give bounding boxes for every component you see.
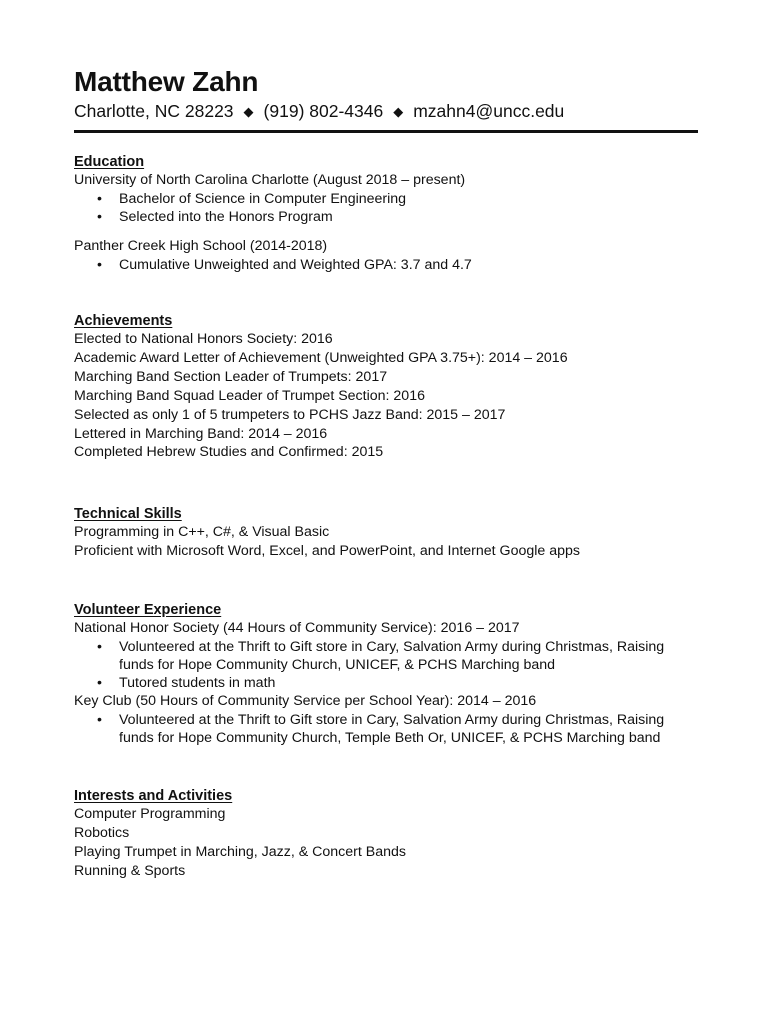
technical-skills-section — [74, 505, 698, 561]
list-item: • Cumulative Unweighted and Weighted GPA: 3.7 and 4.7 — [119, 256, 698, 274]
diamond-icon: ◆ — [393, 104, 404, 119]
list-item: Computer Programming — [74, 806, 226, 822]
contact-phone: (919) 802-4346 — [263, 101, 384, 121]
volunteer-bullets — [74, 711, 698, 747]
list-item: Marching Band Section Leader of Trumpets: 2017 — [74, 368, 388, 385]
list-item: Completed Hebrew Studies and Confirmed: 2015 — [74, 444, 384, 461]
spacer — [74, 226, 698, 237]
volunteer-section — [74, 601, 698, 747]
contact-location: Charlotte, NC 28223 — [74, 101, 234, 121]
achievements-section — [74, 312, 698, 462]
education-entry-heading: University of North Carolina Charlotte (August 2018 – present) — [74, 172, 466, 188]
section-title-interests: Interests and Activities — [74, 788, 233, 804]
education-bullets — [74, 190, 698, 226]
list-item: Selected as only 1 of 5 trumpeters to PCHS Jazz Band: 2015 – 2017 — [74, 406, 506, 423]
candidate-name: Matthew Zahn — [74, 66, 259, 97]
list-item: Robotics — [74, 824, 130, 841]
education-section — [74, 153, 698, 274]
section-title-volunteer: Volunteer Experience — [74, 602, 222, 618]
list-item: • Volunteered at the Thrift to Gift store in Cary, Salvation Army during Christmas, Raising funds for Hope Community Church, Temple Beth Or, UNICEF, & PCHS Marching band — [119, 711, 698, 747]
list-item: • Selected into the Honors Program — [119, 208, 698, 226]
list-item: Programming in C++, C#, & Visual Basic — [74, 524, 330, 540]
list-item: Proficient with Microsoft Word, Excel, and PowerPoint, and Internet Google apps — [74, 542, 581, 559]
header-divider — [74, 130, 698, 133]
contact-line — [74, 100, 698, 123]
list-item: Playing Trumpet in Marching, Jazz, & Concert Bands — [74, 843, 406, 860]
list-item: Running & Sports — [74, 862, 186, 879]
volunteer-entry-heading: Key Club (50 Hours of Community Service per School Year): 2014 – 2016 — [74, 692, 537, 709]
list-item: Academic Award Letter of Achievement (Unweighted GPA 3.75+): 2014 – 2016 — [74, 349, 568, 366]
resume-page — [74, 66, 698, 879]
list-item: • Volunteered at the Thrift to Gift store in Cary, Salvation Army during Christmas, Raising funds for Hope Community Church, UNICEF, & PCHS Marching band — [119, 638, 698, 674]
volunteer-entry-heading: National Honor Society (44 Hours of Community Service): 2016 – 2017 — [74, 620, 520, 636]
education-bullets — [74, 256, 698, 274]
section-title-education: Education — [74, 154, 145, 170]
education-entry-heading: Panther Creek High School (2014-2018) — [74, 237, 328, 254]
volunteer-bullets — [74, 638, 698, 692]
interests-section — [74, 787, 698, 881]
list-item: Elected to National Honors Society: 2016 — [74, 331, 333, 347]
list-item: Marching Band Squad Leader of Trumpet Section: 2016 — [74, 387, 425, 404]
list-item: Lettered in Marching Band: 2014 – 2016 — [74, 425, 328, 442]
list-item: • Bachelor of Science in Computer Engineering — [119, 190, 698, 208]
contact-email: mzahn4@uncc.edu — [413, 101, 565, 121]
list-item: • Tutored students in math — [119, 674, 698, 692]
diamond-icon: ◆ — [243, 104, 254, 119]
section-title-achievements: Achievements — [74, 313, 173, 329]
section-title-technical-skills: Technical Skills — [74, 506, 182, 522]
